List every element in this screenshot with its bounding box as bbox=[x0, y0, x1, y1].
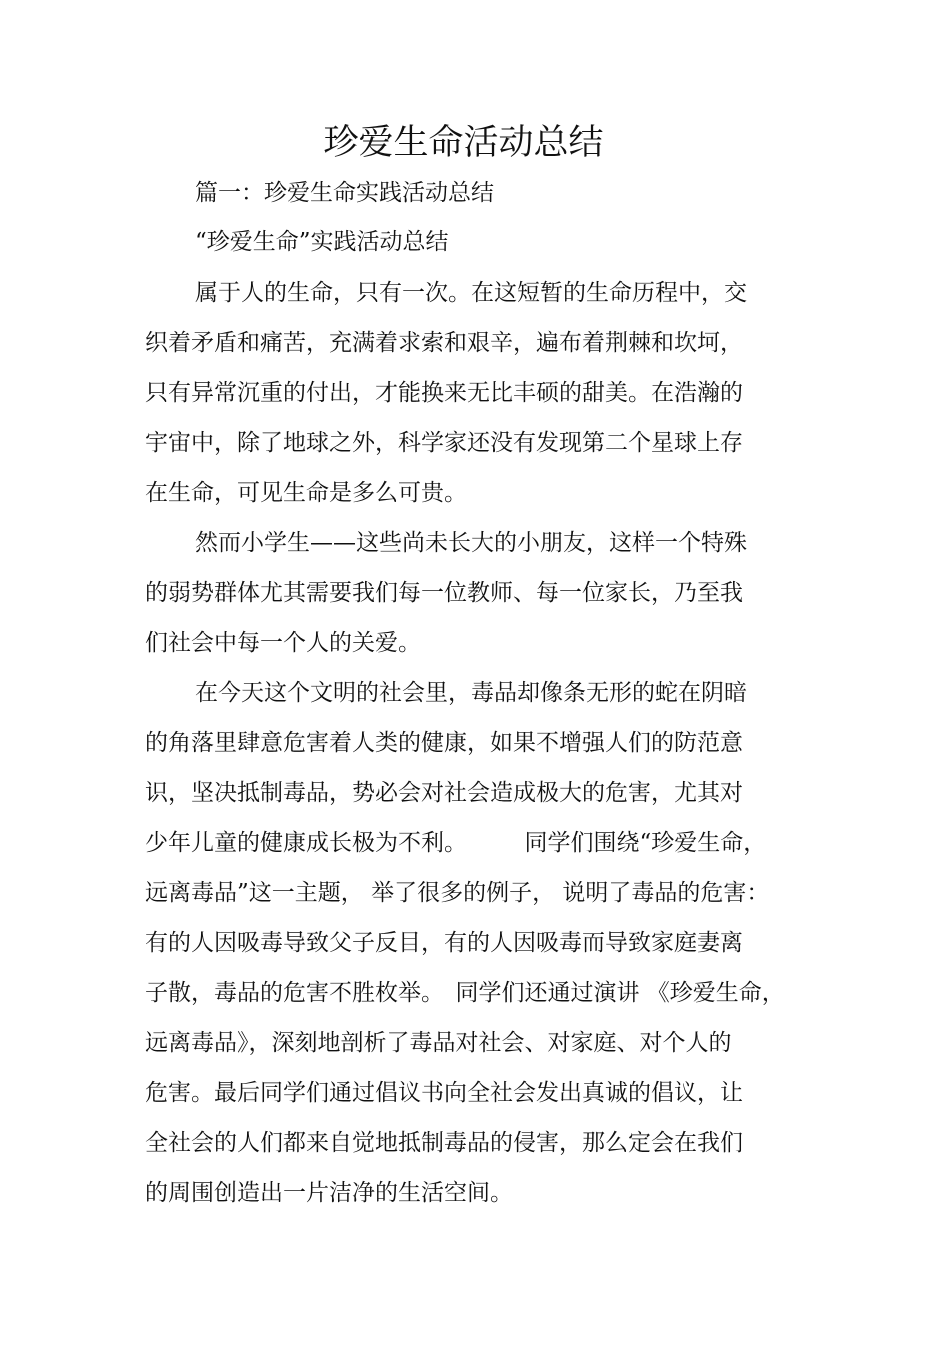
paragraph-line: 全社会的人们都来自觉地抵制毒品的侵害，那么定会在我们 bbox=[145, 1130, 743, 1156]
paragraph-line: 子散，毒品的危害不胜枚举。 同学们还通过演讲 《珍爱生命， bbox=[145, 980, 785, 1006]
section-heading: 篇一：珍爱生命实践活动总结 bbox=[195, 180, 494, 206]
paragraph-line: 有的人因吸毒导致父子反目，有的人因吸毒而导致家庭妻离 bbox=[145, 930, 743, 956]
paragraph-line: 的角落里肆意危害着人类的健康，如果不增强人们的防范意 bbox=[145, 730, 743, 756]
paragraph-line: 的周围创造出一片洁净的生活空间。 bbox=[145, 1180, 513, 1206]
subheading: “珍爱生命”实践活动总结 bbox=[195, 229, 449, 255]
paragraph-line: 识，坚决抵制毒品，势必会对社会造成极大的危害，尤其对 bbox=[145, 780, 743, 806]
paragraph-line: 在生命，可见生命是多么可贵。 bbox=[145, 480, 467, 506]
paragraph-line: 们社会中每一个人的关爱。 bbox=[145, 630, 421, 656]
paragraph-line: 远离毒品》，深刻地剖析了毒品对社会、对家庭、对个人的 bbox=[145, 1030, 732, 1056]
document-title: 珍爱生命活动总结 bbox=[323, 123, 604, 163]
paragraph-line: 危害。最后同学们通过倡议书向全社会发出真诚的倡议，让 bbox=[145, 1080, 743, 1106]
paragraph-line: 宇宙中，除了地球之外，科学家还没有发现第二个星球上存 bbox=[145, 430, 743, 456]
paragraph-line: 然而小学生——这些尚未长大的小朋友，这样一个特殊 bbox=[195, 530, 747, 556]
paragraph-line: 织着矛盾和痛苦，充满着求索和艰辛，遍布着荆棘和坎坷， bbox=[145, 330, 743, 356]
paragraph-line: 少年儿童的健康成长极为不利。 同学们围绕“珍爱生命， bbox=[145, 830, 767, 856]
paragraph-line: 只有异常沉重的付出，才能换来无比丰硕的甜美。在浩瀚的 bbox=[145, 380, 743, 406]
paragraph-line: 在今天这个文明的社会里，毒品却像条无形的蛇在阴暗 bbox=[195, 680, 747, 706]
paragraph-line: 远离毒品”这一主题， 举了很多的例子， 说明了毒品的危害： bbox=[145, 880, 770, 906]
paragraph-line: 的弱势群体尤其需要我们每一位教师、每一位家长，乃至我 bbox=[145, 580, 743, 606]
paragraph-line: 属于人的生命，只有一次。在这短暂的生命历程中，交 bbox=[195, 280, 747, 306]
